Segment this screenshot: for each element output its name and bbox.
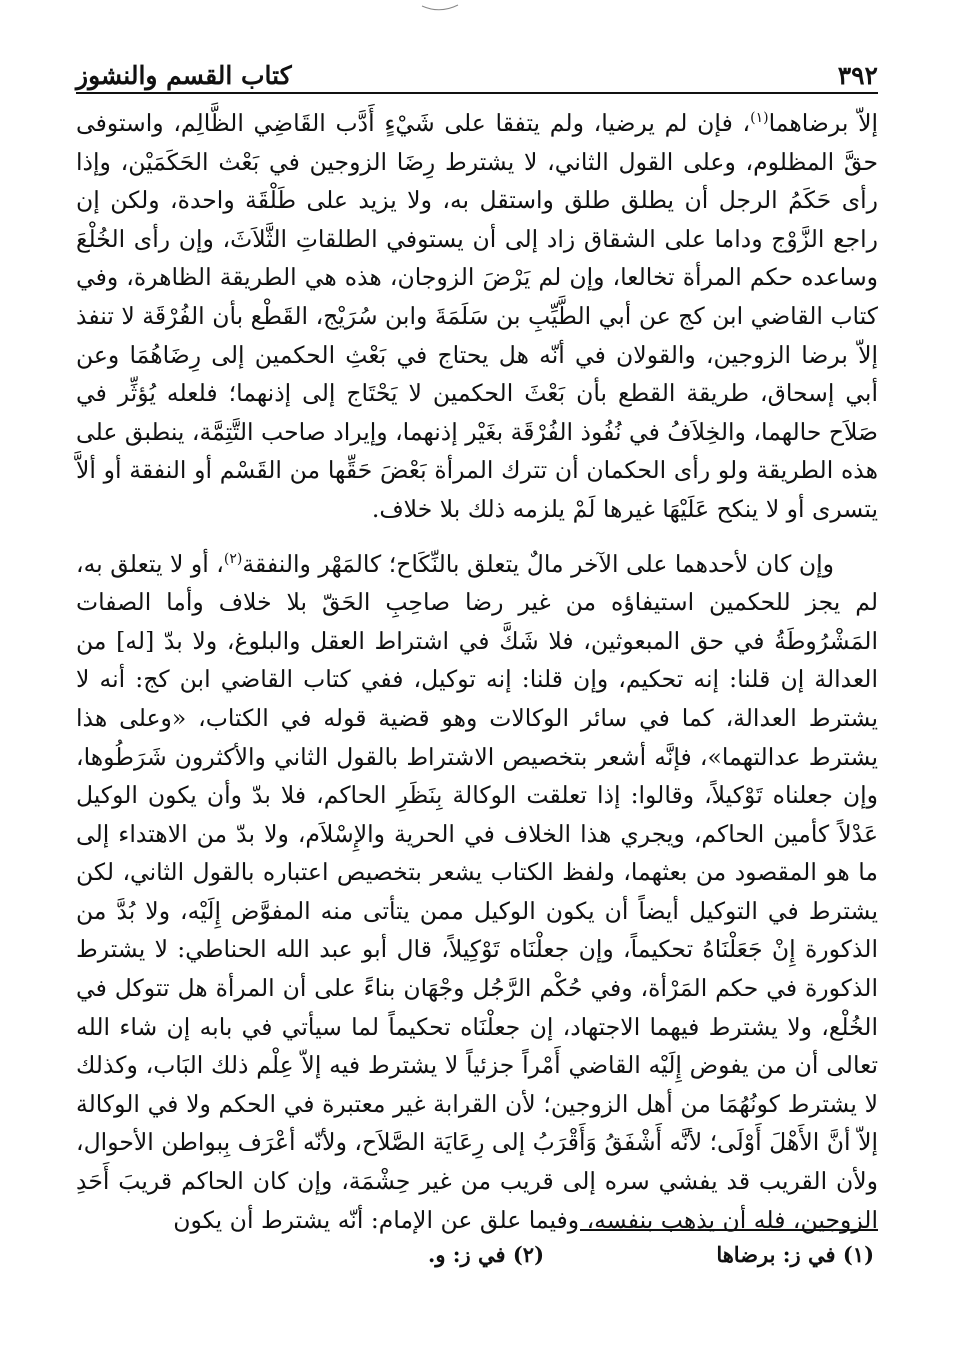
page-number: ٣٩٢ (837, 61, 878, 90)
footnote-rule (580, 1229, 878, 1231)
page-header (76, 46, 878, 90)
paragraph-text-start: إلاّ برضاهما (768, 109, 878, 137)
paragraph-text-rest: ، أو لا يتعلق به، لم يجز للحكمين استيفاؤه من غير رضا صاحِبِ الحَقّ بلا خلاف وأما الصفات المَشْرُوطَةُ في حق المبعوثين، فلا شَكَّ في اشتراط العقل والبلوغ، ولا بدّ [له] من العدالة إن قلنا: إنه تحكيم، وإن قلنا: إنه توكيل، ففي كتاب القاضي ابن كج: أنه لا يشترط العدالة، كما في سائر الوكالات وهو قضية قوله في الكتاب، «وعلى هذا يشترط عدالتهما»، فإنَّه أشعر بتخصيص الاشتراط بالقول الثاني والأكثرون شَرَطُوها، وإن جعلناه تَوْكيلاً، وقالوا: إذا تعلقت الوكالة بِنَظَرِ الحاكم، فلا بدّ وأن يكون الوكيل عَدْلاً كأمين الحاكم، ويجري هذا الخلاف في الحرية والإِسْلاَم، ولا بدّ من الاهتداء إلى ما هو المقصود من بعثهما، ولفظ الكتاب يشعر بتخصيص اعتباره بالقول الثاني، لكن يشترط في التوكيل أيضاً أن يكون الوكيل ممن يتأتى منه المفوَّض إِلَيْه، ولا بُدَّ من الذكورة إِنْ جَعَلْنَاهُ تحكيماً، وإن جعلْنَاه تَوْكِيلاً، قال أبو عبد الله الحناطي: لا يشترط الذكورة في حكم المَرْأة، وفي حُكْم الرَّجُل وجْهَان بناءً على أن المرأة هل تتوكل في الخُلْع، ولا يشترط فيهما الاجتهاد، إن جعلْنَاه تحكيماً لما سيأتي في بابه إن شاء الله تعالى أن من يفوض إِلَيْه القاضي أَمْراً جزئياً لا يشترط فيه إلاّ عِلْم ذلك البَاب، وكذلك لا يشترط كونُهُمَا من أهل الزوجين؛ لأن القرابة غير معتبرة في الحكم ولا في الوكالة إلاّ أنَّ الأَهْلَ أَوْلَى؛ لأنَّه أَشْفَقُ وَأَقْرَبُ إلى رِعَايَة الصَّلاَح، ولأنّه أعْرَف بِبواطن الأحوال، ولأن القريب قد يفشي سره إلى قريب من غير حِشْمَة، وإن كان الحاكم قريبَ أَحَدِ الزوجين، فله أن يذهب بنفسه، وفيما علق عن الإمام: أنّه يشترط أن يكون (76, 549, 879, 1234)
footnote-reference[interactable]: (١) (750, 110, 769, 127)
footnote-2: (٢) في ز: و. (428, 1242, 544, 1267)
header-rule (76, 92, 878, 94)
footnote-reference[interactable]: (٢) (223, 550, 243, 567)
footnotes (214, 1240, 874, 1270)
paragraph (76, 545, 878, 1240)
paragraph-text-rest: ، فإن لم يرضيا، ولم يتفقا على شَيْءٍ أَدَّب القَاضِي الظَّالِم، واستوفى حقَّ المظلوم، وعلى القول الثاني، لا يشترط رِضَا الزوجين في بَعْث الحَكَمَيْن، وإذا رأى حَكَمُ الرجل أن يطلق طلق واستقل به، ولا يزيد على طَلْقَة واحدة، ولكن إن راجع الزَّوْج وداما على الشقاق زاد إلى أن يستوفي الطلقاتِ الثَّلاَثَ، وإن رأى الخُلْعَ وساعده حكم المرأة تخالعا، وإن لم يَرْضَ الزوجان، هذه هي الطريقة الظاهرة، وفي كتاب القاضي ابن كج عن أبي الطَّيِّبِ بن سَلَمَةَ وابن سُرَيْج، القَطْع بأن الفُرْقَة لا تنفذ إلاّ برضا الزوجين، والقولان في أنّه هل يحتاج في بَعْثِ الحكمين إلى رِضَاهُمَا وعن أبي إسحاق، طريقة القطع بأن بَعْثَ الحكمين لا يَحْتَاج إلى إذنهما؛ فلعله يُؤثِّر في صَلاَح حالهما، والخِلاَفُ في نُفُوذ الفُرْقَة بغَيْر إذنهما، وإيراد صاحب التَّتِمَّة، ينطبق على هذه الطريقة ولو رأى الحكمان أن تترك المرأة بَعْضَ حَقِّها من القَسْم أو النفقة أو ألاَّ يتسرى أو لا ينكح عَلَيْهَا غيرها لَمْ يلزمه ذلك بلا خلاف. (76, 109, 878, 523)
footnote-1: (١) في ز: برضاها (716, 1242, 874, 1267)
main-text (76, 104, 878, 1239)
paragraph (76, 104, 878, 529)
running-title: كتاب القسم والنشوز (76, 61, 292, 90)
paragraph-text-start: وإن كان لأحدهما على الآخر مالٌ يتعلق بالنِّكَاح؛ كالمَهْر والنفقة (242, 549, 834, 578)
scan-artifact-mark (420, 2, 460, 12)
